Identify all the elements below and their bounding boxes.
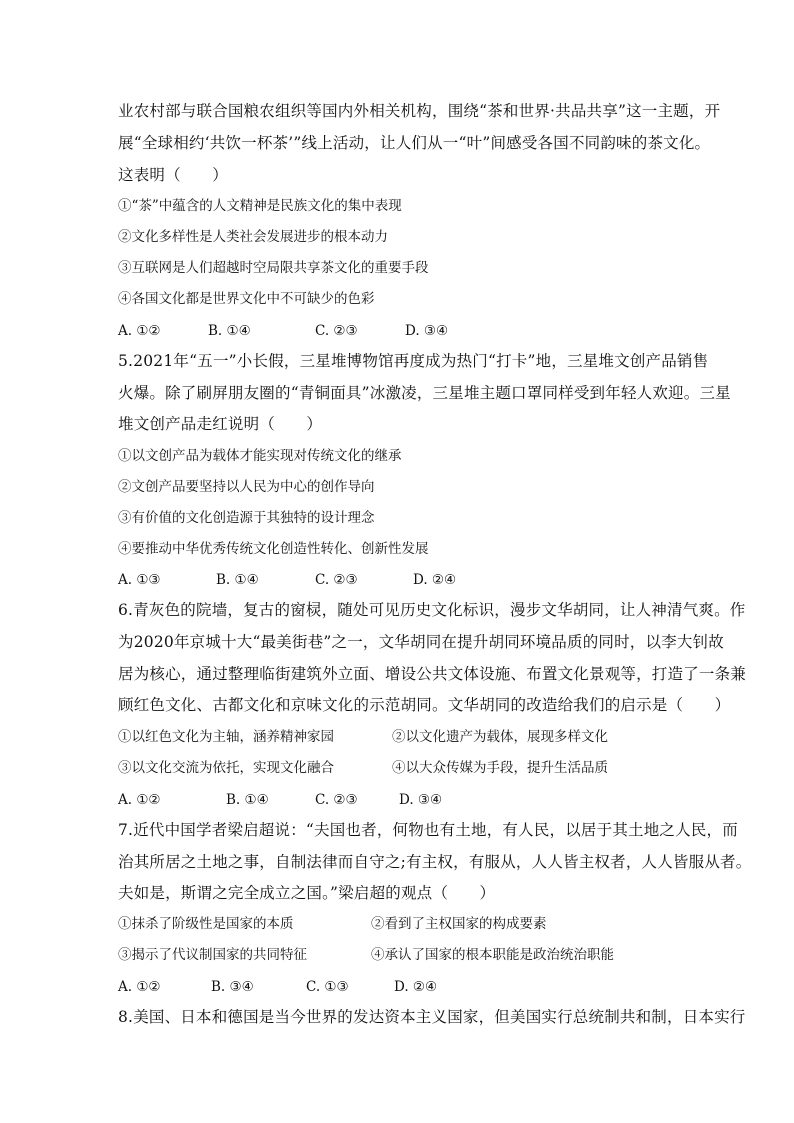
q7-statement-2: ②看到了主权国家的构成要素 bbox=[371, 916, 547, 932]
q5-statement-1: ①以文创产品为载体才能实现对传统文化的继承 bbox=[118, 448, 402, 464]
q6-stem-line-1: 6.青灰色的院墙，复古的窗棂，随处可见历史文化标识，漫步文华胡同，让人神清气爽。作 bbox=[118, 601, 746, 619]
q6-statement-1: ①以红色文化为主轴，涵养精神家园 bbox=[118, 729, 334, 745]
q7-option-d: D. ②④ bbox=[394, 979, 438, 995]
q5-option-d: D. ②④ bbox=[413, 572, 457, 588]
q7-statement-1: ①抹杀了阶级性是国家的本质 bbox=[118, 916, 294, 932]
q8-stem-line-1: 8.美国、日本和德国是当今世界的发达资本主义国家，但美国实行总统制共和制，日本实行 bbox=[118, 1008, 746, 1026]
q6-statement-4: ④以大众传媒为手段，提升生活品质 bbox=[392, 760, 608, 776]
q6-option-c: C. ②③ bbox=[315, 792, 358, 808]
q6-statement-2: ②以文化遗产为载体，展现多样文化 bbox=[392, 729, 608, 745]
q4-statement-4: ④各国文化都是世界文化中不可缺少的色彩 bbox=[118, 291, 375, 307]
q4-option-c: C. ②③ bbox=[315, 323, 358, 339]
q4-statement-3: ③互联网是人们超越时空局限共享茶文化的重要手段 bbox=[118, 260, 429, 276]
q7-stem-line-2: 治其所居之土地之事，自制法律而自守之;有主权，有服从，人人皆主权者，人人皆服从者。 bbox=[118, 853, 752, 871]
q6-statement-3: ③以文化交流为依托，实现文化融合 bbox=[118, 760, 334, 776]
q7-stem-line-3: 夫如是，斯谓之完全成立之国。”梁启超的观点（ ） bbox=[118, 884, 496, 902]
q6-stem-line-2: 为2020年京城十大“最美街巷”之一，文华胡同在提升胡同环境品质的同时，以李大钊故 bbox=[118, 633, 724, 651]
q4-stem-line-3: 这表明（ ） bbox=[118, 166, 228, 184]
q4-statement-1: ①“茶”中蕴含的人文精神是民族文化的集中表现 bbox=[118, 198, 402, 214]
q4-stem-line-1: 业农村部与联合国粮农组织等国内外相关机构，围绕“茶和世界·共品共享”这一主题，开 bbox=[118, 102, 721, 120]
q7-statement-3: ③揭示了代议制国家的共同特征 bbox=[118, 947, 307, 963]
q6-stem-line-3: 居为核心，通过整理临街建筑外立面、增设公共文体设施、布置文化景观等，打造了一条兼 bbox=[118, 665, 747, 683]
q4-option-a: A. ①② bbox=[118, 323, 161, 339]
q6-option-a: A. ①② bbox=[118, 792, 161, 808]
q4-stem-line-2: 展“全球相约‘共饮一杯茶’”线上活动，让人们从一“叶”间感受各国不同韵味的茶文化。 bbox=[118, 134, 711, 152]
q5-stem-line-2: 火爆。除了刷屏朋友圈的“青铜面具”冰激凌，三星堆主题口罩同样受到年轻人欢迎。三星 bbox=[118, 384, 731, 402]
q7-option-c: C. ①③ bbox=[306, 979, 349, 995]
q4-option-b: B. ①④ bbox=[208, 323, 251, 339]
q6-stem-line-4: 顾红色文化、古都文化和京味文化的示范胡同。文华胡同的改造给我们的启示是（ ） bbox=[118, 696, 731, 714]
q5-option-a: A. ①③ bbox=[118, 572, 161, 588]
q4-statement-2: ②文化多样性是人类社会发展进步的根本动力 bbox=[118, 229, 388, 245]
q5-option-b: B. ①④ bbox=[216, 572, 259, 588]
q7-option-b: B. ③④ bbox=[211, 979, 254, 995]
q6-option-b: B. ①④ bbox=[226, 792, 269, 808]
q7-statement-4: ④承认了国家的根本职能是政治统治职能 bbox=[371, 947, 614, 963]
q6-option-d: D. ③④ bbox=[399, 792, 443, 808]
q5-statement-3: ③有价值的文化创造源于其独特的设计理念 bbox=[118, 510, 375, 526]
q7-stem-line-1: 7.近代中国学者梁启超说：“夫国也者，何物也有土地，有人民，以居于其土地之人民，而 bbox=[118, 821, 738, 839]
q5-stem-line-1: 5.2021年“五一”小长假，三星堆博物馆再度成为热门“打卡”地，三星堆文创产品销售 bbox=[118, 352, 709, 370]
q7-option-a: A. ①② bbox=[118, 979, 161, 995]
q5-stem-line-3: 堆文创产品走红说明（ ） bbox=[118, 415, 323, 433]
q5-option-c: C. ②③ bbox=[315, 572, 358, 588]
q4-option-d: D. ③④ bbox=[405, 323, 449, 339]
q5-statement-2: ②文创产品要坚持以人民为中心的创作导向 bbox=[118, 479, 375, 495]
q5-statement-4: ④要推动中华优秀传统文化创造性转化、创新性发展 bbox=[118, 541, 429, 557]
